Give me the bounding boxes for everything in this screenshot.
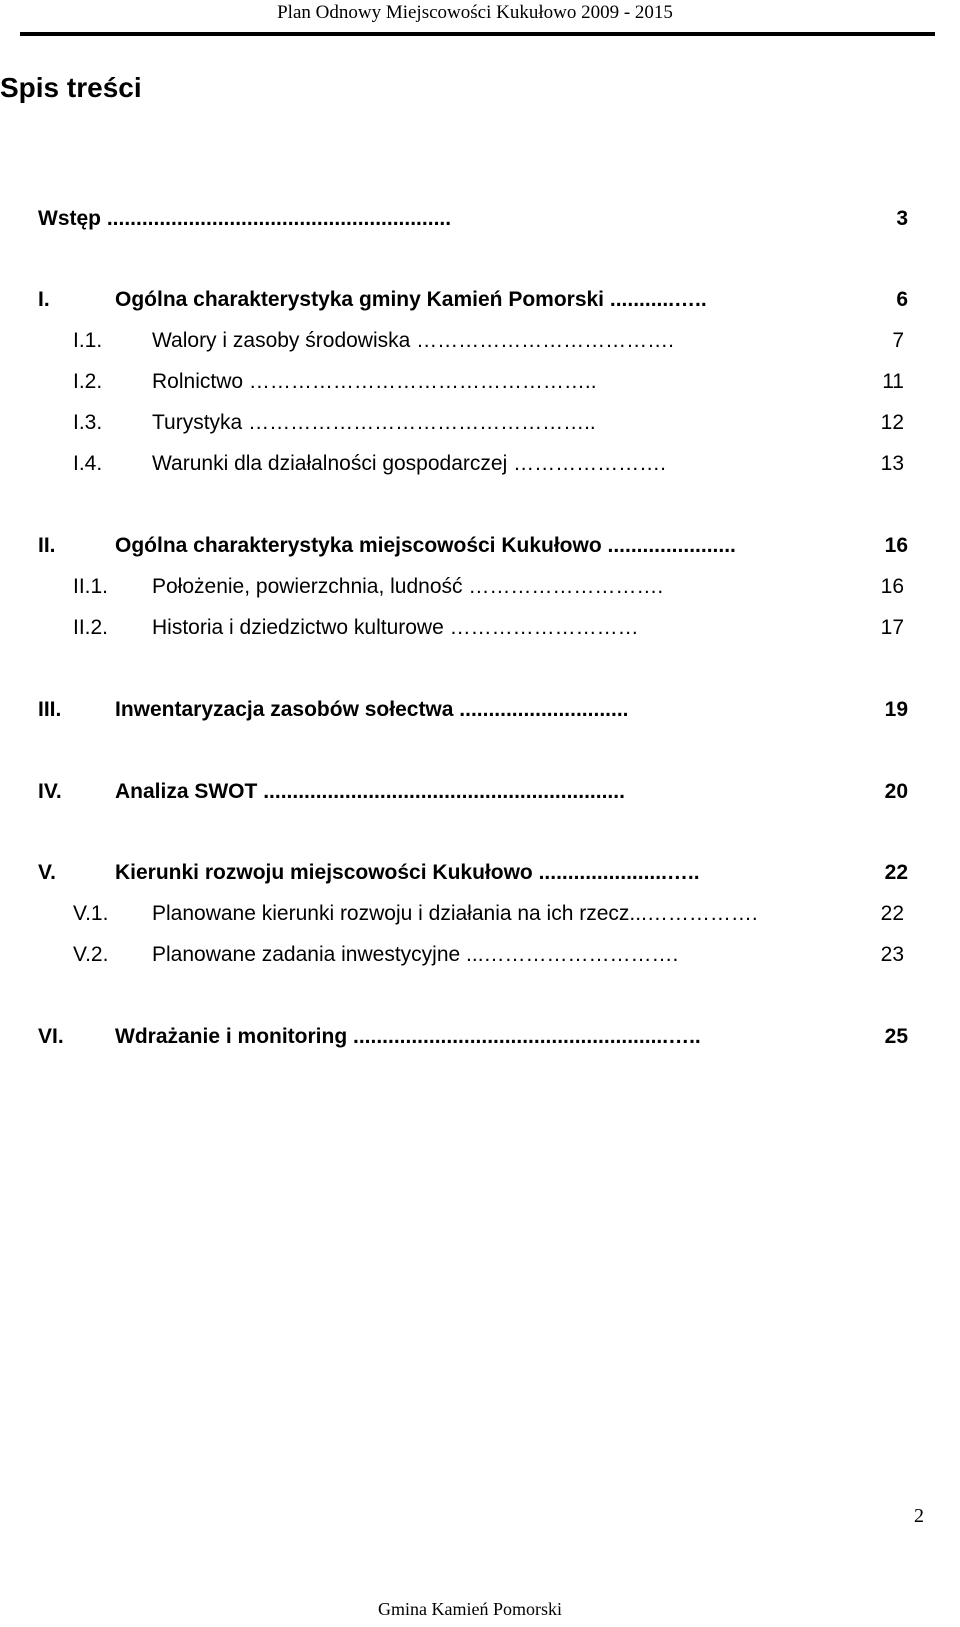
toc-entry-page: 6 — [896, 288, 908, 311]
toc-entry-number: II.2. — [73, 616, 109, 639]
toc-heading: Spis treści — [0, 72, 142, 103]
toc-entry-number: III. — [38, 698, 62, 721]
toc-entry-title: Historia i dziedzictwo kulturowe ……………………… — [152, 616, 639, 639]
toc-entry-chapter-6[interactable] — [0, 1023, 960, 1051]
page-number: 2 — [914, 1505, 924, 1527]
toc-entry-chapter-5[interactable] — [0, 859, 960, 887]
toc-entry-chapter-4[interactable] — [0, 778, 960, 806]
toc-entry-title: Inwentaryzacja zasobów sołectwa ............................. — [115, 698, 629, 721]
toc-entry-number: V.2. — [73, 943, 109, 966]
toc-entry-number: I. — [38, 288, 50, 311]
toc-entry-section-1-3[interactable] — [0, 409, 960, 437]
toc-entry-number: I.1. — [73, 329, 103, 352]
toc-entry-title: Planowane kierunki rozwoju i działania na ich rzecz...……………. — [152, 902, 758, 925]
toc-entry-number: II.1. — [73, 575, 109, 598]
toc-entry-page: 17 — [880, 616, 904, 639]
toc-entry-title: Kierunki rozwoju miejscowości Kukułowo ......................….. — [115, 861, 700, 884]
toc-entry-chapter-2[interactable] — [0, 532, 960, 560]
toc-entry-title: Planowane zadania inwestycyjne ...………………………. — [152, 943, 679, 966]
toc-entry-page: 16 — [884, 534, 908, 557]
toc-entry-wstep[interactable] — [0, 205, 960, 233]
toc-entry-section-1-1[interactable] — [0, 327, 960, 355]
toc-entry-page: 22 — [880, 902, 904, 925]
toc-entry-title: Położenie, powierzchnia, ludność ………………………. — [152, 575, 664, 598]
toc-entry-title: Turystyka ………………………………………….. — [152, 411, 596, 434]
toc-entry-chapter-1[interactable] — [0, 286, 960, 314]
running-footer: Gmina Kamień Pomorski — [378, 1599, 562, 1619]
toc-entry-number: V.1. — [73, 902, 109, 925]
toc-entry-number: I.3. — [73, 411, 103, 434]
toc-entry-number: IV. — [38, 780, 62, 803]
toc-entry-title: Analiza SWOT .............................................................. — [115, 780, 625, 803]
toc-entry-page: 13 — [880, 452, 904, 475]
toc-entry-page: 25 — [884, 1025, 908, 1048]
toc-entry-title: Ogólna charakterystyka gminy Kamień Pomorski ...........….. — [115, 288, 707, 311]
toc-entry-page: 22 — [884, 861, 908, 884]
running-header: Plan Odnowy Miejscowości Kukułowo 2009 - 2015 — [277, 2, 673, 23]
toc-entry-section-1-4[interactable] — [0, 450, 960, 478]
toc-entry-page: 3 — [896, 207, 908, 230]
toc-entry-title: Warunki dla działalności gospodarczej …………………. — [152, 452, 666, 475]
toc-entry-chapter-3[interactable] — [0, 696, 960, 724]
toc-entry-section-2-2[interactable] — [0, 614, 960, 642]
toc-entry-number: V. — [38, 861, 56, 884]
toc-entry-page: 20 — [884, 780, 908, 803]
toc-entry-section-1-2[interactable] — [0, 368, 960, 396]
toc-entry-page: 23 — [880, 943, 904, 966]
toc-entry-section-5-1[interactable] — [0, 900, 960, 928]
toc-entry-number: VI. — [38, 1025, 64, 1048]
toc-entry-page: 19 — [884, 698, 908, 721]
toc-entry-title: Walory i zasoby środowiska ………………………………. — [152, 329, 674, 352]
toc-entry-page: 16 — [880, 575, 904, 598]
toc-entry-page: 7 — [892, 329, 904, 352]
toc-entry-section-5-2[interactable] — [0, 941, 960, 969]
toc-entry-page: 12 — [880, 411, 904, 434]
toc-entry-title: Ogólna charakterystyka miejscowości Kukułowo ...................... — [115, 534, 736, 557]
toc-entry-page: 11 — [882, 370, 904, 393]
toc-entry-section-2-1[interactable] — [0, 573, 960, 601]
toc-entry-number: I.4. — [73, 452, 103, 475]
toc-entry-number: Wstęp ........................................................... — [38, 207, 452, 230]
toc-entry-title: Rolnictwo ………………………………………….. — [152, 370, 597, 393]
toc-entry-title: Wdrażanie i monitoring ......................................................….. — [115, 1025, 701, 1048]
toc-entry-number: II. — [38, 534, 56, 557]
toc-entry-number: I.2. — [73, 370, 103, 393]
